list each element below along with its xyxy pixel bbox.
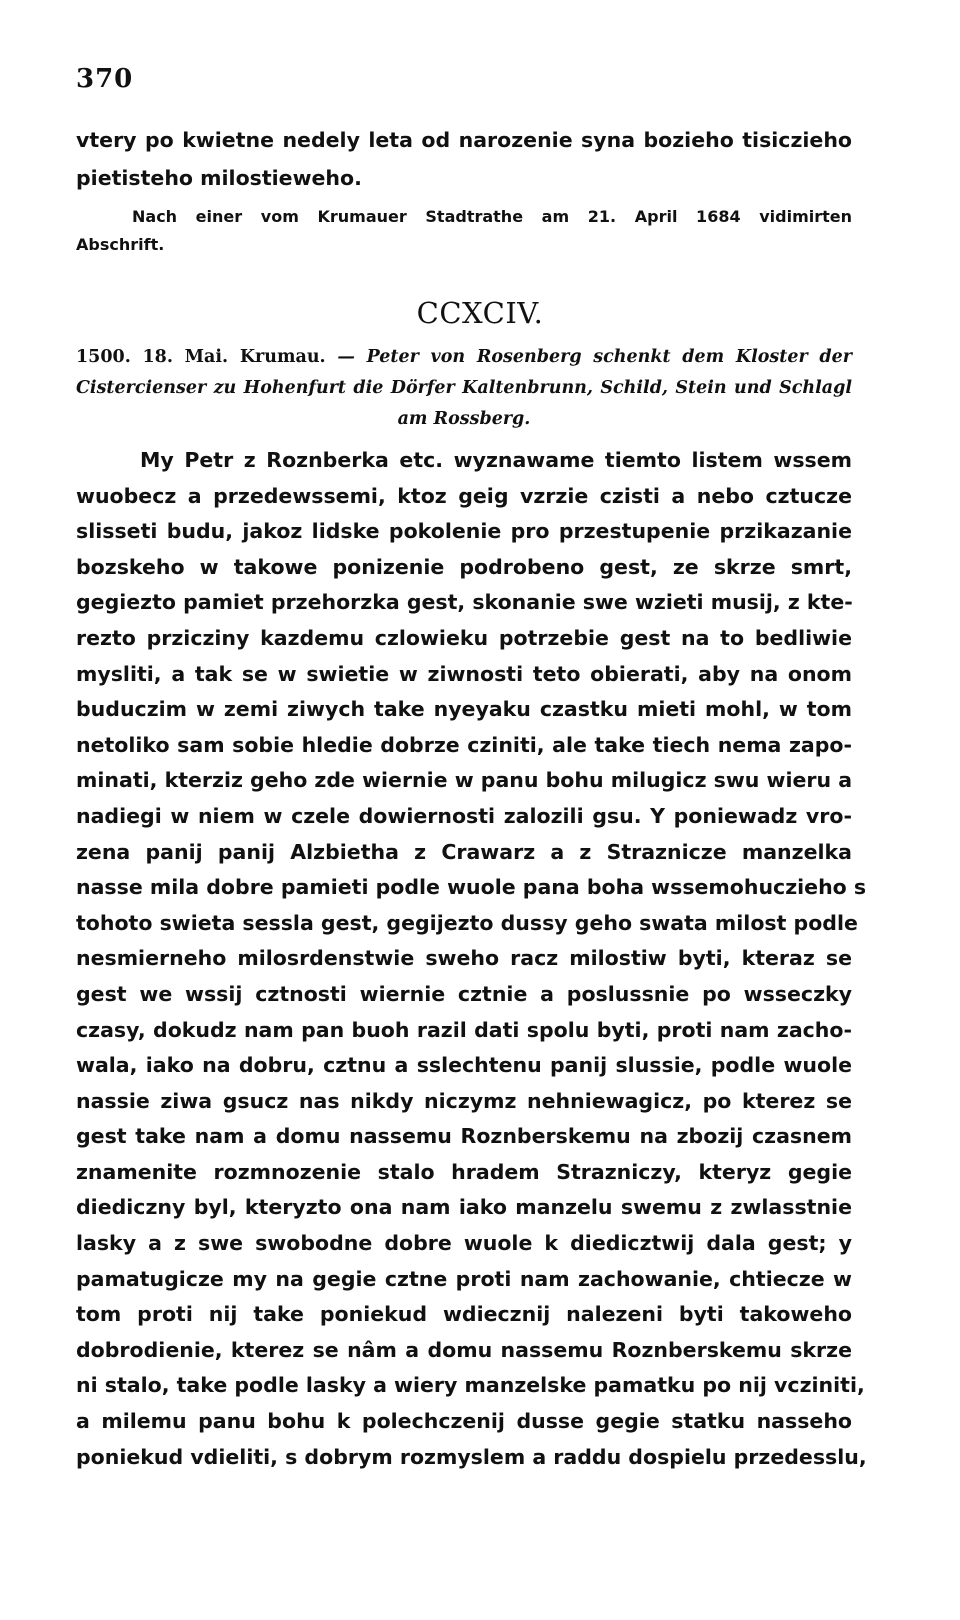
regest-line-1: [76, 342, 852, 373]
body-line: mysliti, a tak se w swietie w ziwnosti teto obierati, aby na onom: [76, 661, 852, 686]
regest-line-2: Cistercienser zu Hohenfurt die Dörfer Kaltenbrunn, Schild, Stein und Schlagl: [76, 378, 852, 398]
body-line: nadiegi w niem w czele dowiernosti zalozili gsu. Y poniewadz vro-: [76, 803, 852, 828]
body-line: buduczim w zemi ziwych take nyeyaku czastku mieti mohl, w tom: [76, 697, 852, 722]
regest: [76, 342, 852, 435]
body-line: wuobecz a przedewssemi, ktoz geig vzrzie czisti a nebo cztucze: [76, 483, 852, 508]
document-body: [76, 443, 867, 1475]
body-line: zena panij panij Alzbietha z Crawarz a z Straznicze manzelka: [76, 839, 852, 864]
page-number: 370: [76, 64, 134, 94]
body-line: slisseti budu, jakoz lidske pokolenie pro przestupenie przikazanie: [76, 519, 852, 544]
body-line: nesmierneho milosrdenstwie sweho racz milostiw byti, kteraz se: [76, 946, 852, 971]
source-note: [76, 203, 852, 259]
body-line: nasse mila dobre pamieti podle wuole pana boha wssemohuczieho s: [76, 875, 867, 900]
body-line: dobrodienie, kterez se nâm a domu nassemu Roznberskemu skrze: [76, 1337, 852, 1362]
document-number: CCXCIV.: [416, 296, 544, 330]
body-line: a milemu panu bohu k polechczenij dusse gegie statku nasseho: [76, 1409, 852, 1434]
body-line: rezto prziczinу kazdemu czlowieku potrzebie gest na to bedliwie: [76, 625, 852, 650]
body-line: tom proti nij take poniekud wdiecznij nalezeni byti takoweho: [76, 1302, 852, 1327]
body-line: pamatugicze my na gegie cztne proti nam zachowanie, chtiecze w: [76, 1266, 852, 1291]
regest-text: — Peter von Rosenberg schenkt dem Kloster der: [337, 347, 853, 367]
body-line: My Petr z Roznberka etc. wyznawame tiemto listem wssem: [140, 448, 852, 472]
body-line: lasky a z swe swobodne dobre wuole k diedicztwij dala gest; y: [76, 1231, 852, 1256]
body-line: znamenite rozmnozenie stalo hradem Strazniczy, kteryz gegie: [76, 1159, 852, 1184]
body-line: gest take nam a domu nassemu Roznberskemu na zbozij czasnem: [76, 1124, 852, 1149]
body-line: czasy, dokudz nam pan buoh razil dati spolu byti, proti nam zacho-: [76, 1017, 852, 1042]
body-line: netoliko sam sobie hledie dobrze cziniti, ale take tiech nema zapo-: [76, 732, 852, 757]
source-note-line: Nach einer vom Krumauer Stadtrathe am 21. April 1684 vidimirten: [132, 207, 852, 226]
body-line: wala, iako na dobru, cztnu a sslechtenu panij slussie, podle wuole: [76, 1053, 852, 1078]
body-line: poniekud vdieliti, s dobrym rozmyslem a raddu dospielu przedesslu,: [76, 1444, 867, 1469]
regest-line-3: am Rossberg.: [397, 409, 531, 429]
intro-text: [76, 121, 852, 197]
intro-line: pietisteho milostieweho.: [76, 166, 362, 190]
regest-heading: 1500. 18. Mai. Krumau.: [76, 347, 326, 367]
body-line: diediczny byl, kteryzto ona nam iako manzelu swemu z zwlasstnie: [76, 1195, 852, 1220]
body-line: tohoto swieta sessla gest, gegijezto dussy geho swata milost podle: [76, 910, 858, 935]
intro-line: vtery po kwietne nedely leta od narozenie syna bozieho tisiczieho: [76, 128, 852, 152]
body-line: bozskeho w takowe ponizenie podrobeno gest, ze skrze smrt,: [76, 554, 852, 579]
source-note-line: Abschrift.: [76, 235, 165, 254]
body-line: nassie ziwa gsucz nas nikdy niczymz nehniewagicz, po kterez se: [76, 1088, 852, 1113]
body-line: ni stalo, take podle lasky a wiery manzelske pamatku po nij vcziniti,: [76, 1373, 865, 1398]
body-line: gest we wssij cztnosti wiernie cztnie a poslussnie po wsseczky: [76, 981, 852, 1006]
body-line: gegiezto pamiet przehorzka gest, skonanie swe wzieti musij, z kte-: [76, 590, 853, 615]
body-line: minati, kterziz geho zde wiernie w panu bohu milugicz swu wieru a: [76, 768, 853, 793]
